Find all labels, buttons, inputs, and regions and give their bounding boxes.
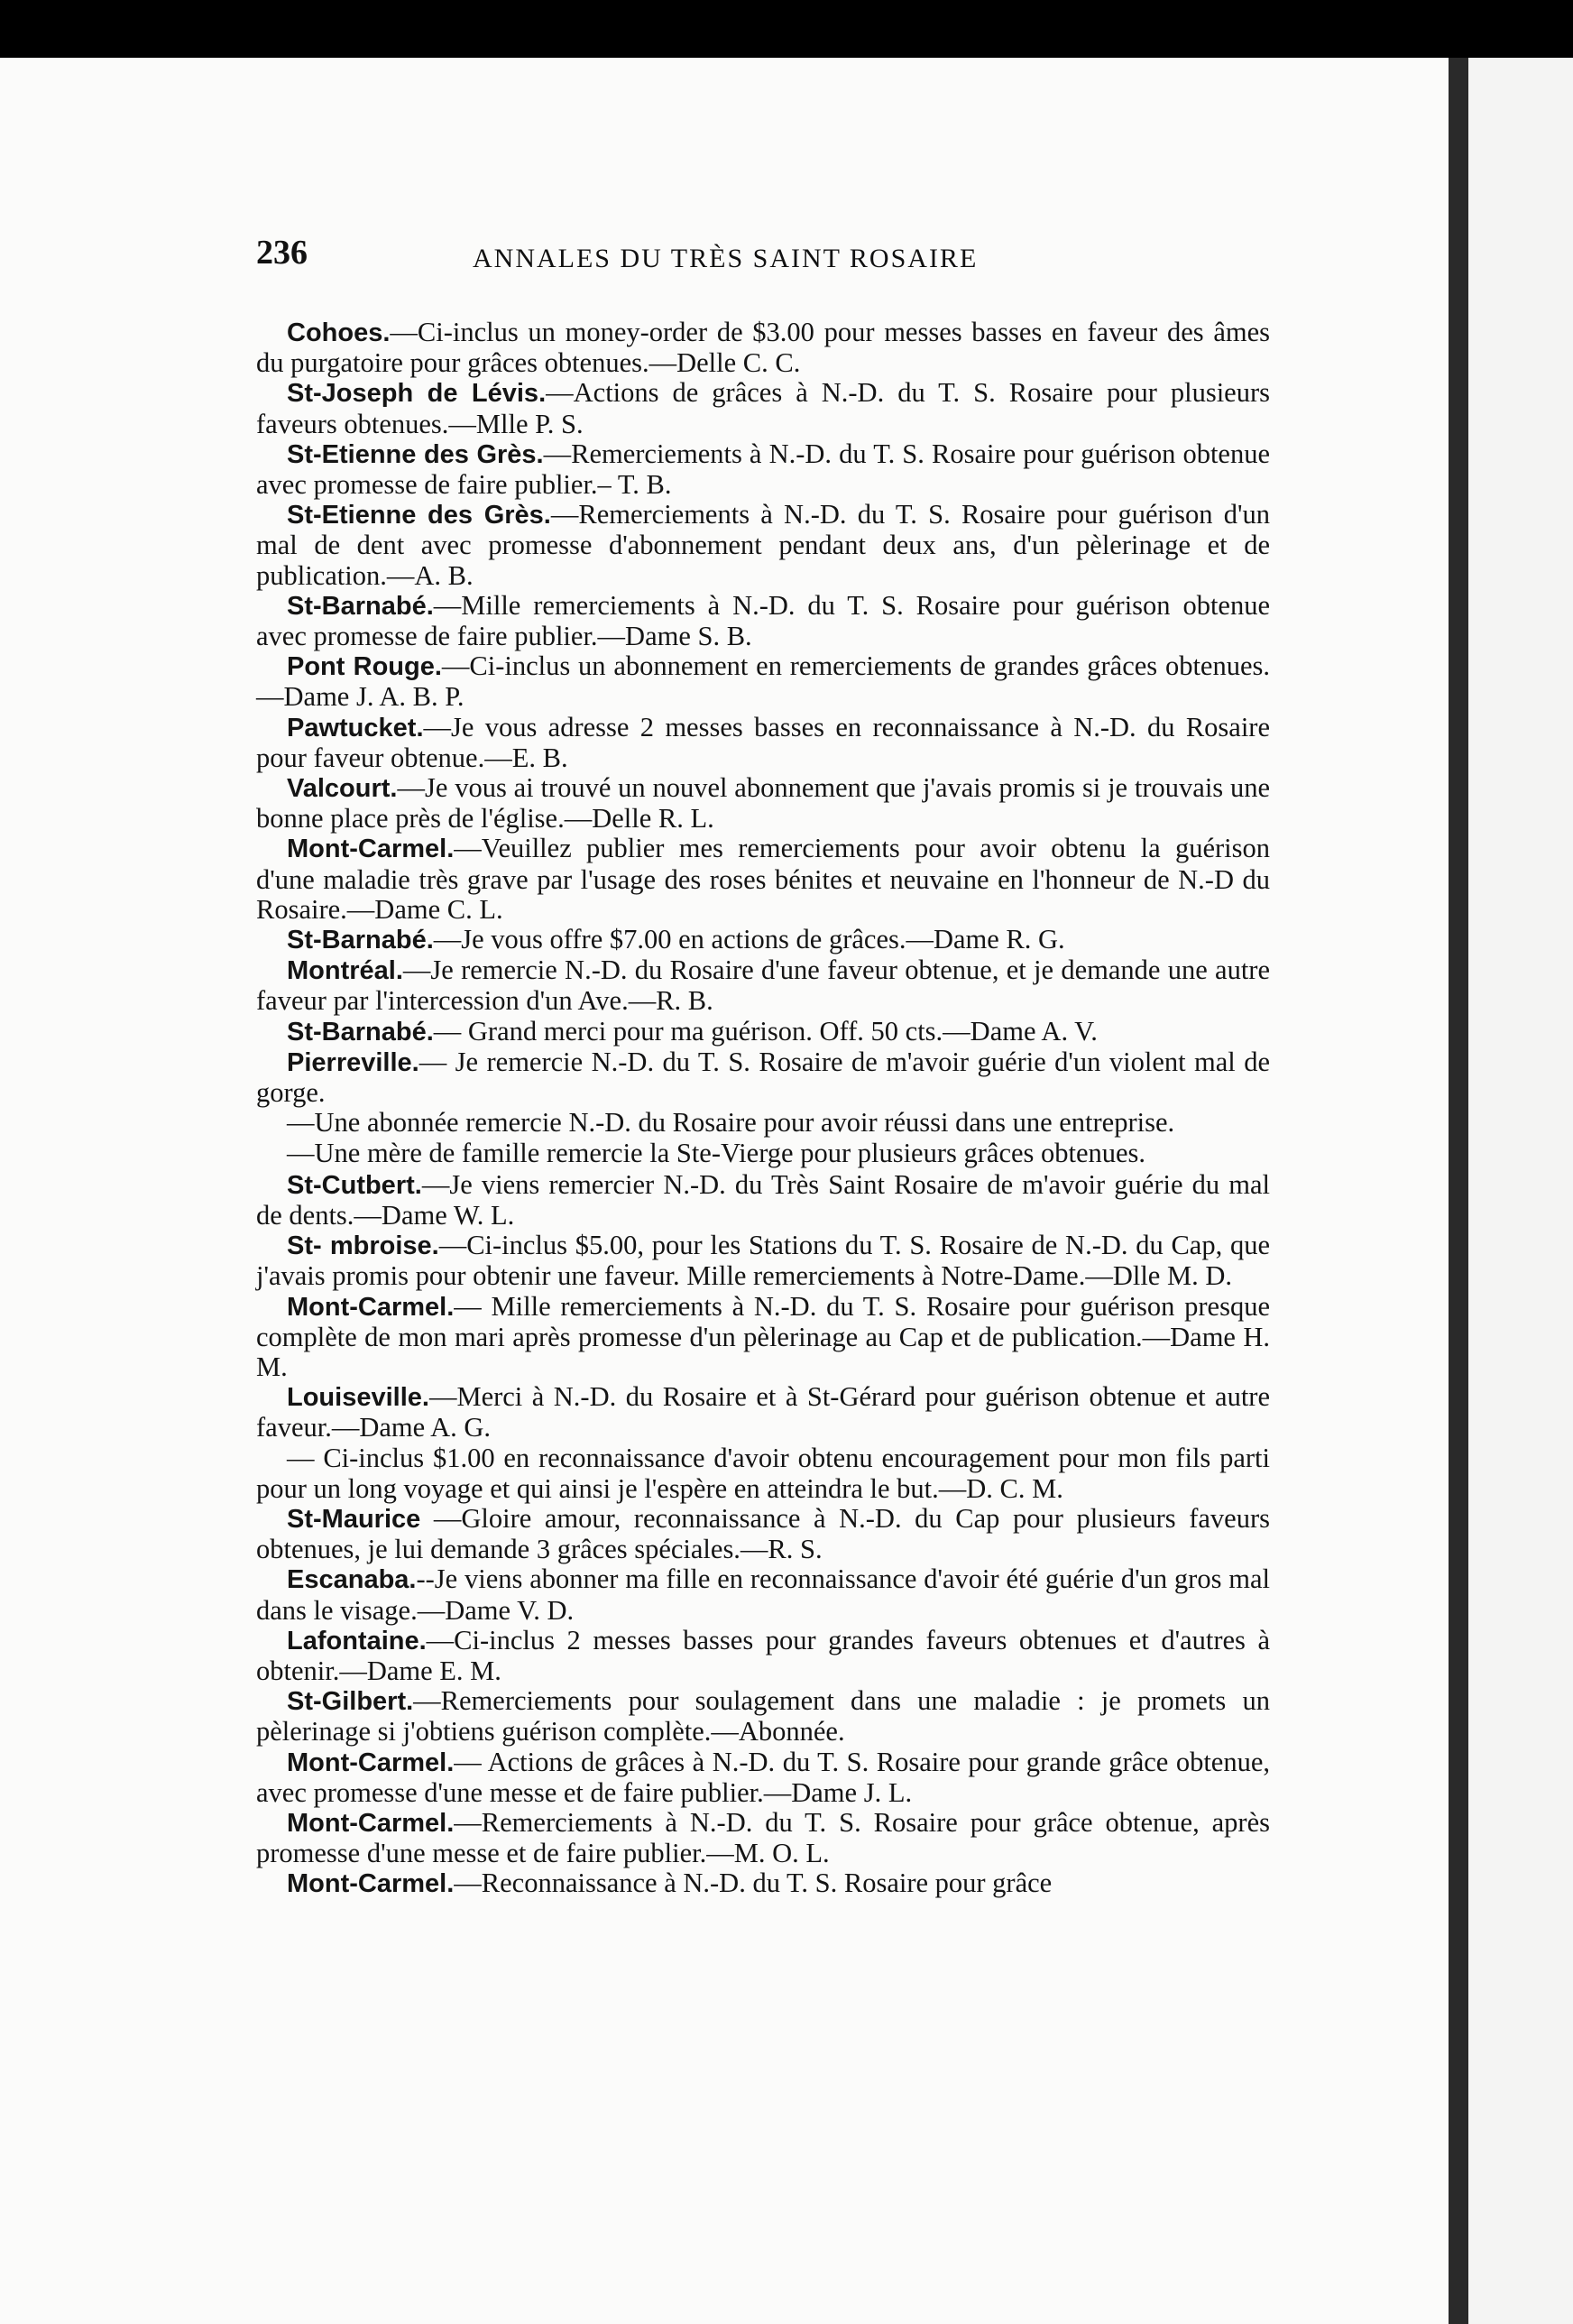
entry-place: Mont-Carmel. xyxy=(287,835,455,864)
entry-text: — Je remercie N.-D. du T. S. Rosaire de m'avoir guérie d'un violent mal de gorge. xyxy=(256,1046,1270,1109)
book-spine xyxy=(1449,58,1468,2324)
page-body xyxy=(256,318,1270,1900)
entry-place: St-Etienne des Grès. xyxy=(287,501,551,530)
entry-place: St-Cutbert. xyxy=(287,1170,422,1200)
entry xyxy=(256,1382,1270,1443)
entry-place: Louiseville. xyxy=(287,1383,429,1413)
entry-text: — Ci-inclus $1.00 en reconnaissance d'avoir obtenu encouragement pour mon fils parti pour un long voyage et qui ainsi je l'espère en atteindra le but.—D. C. M. xyxy=(256,1442,1270,1504)
entry-text: —Gloire amour, reconnaissance à N.-D. du Cap pour plusieurs faveurs obtenues, je lui demande 3 grâces spéciales.—R. S. xyxy=(256,1502,1270,1565)
entry xyxy=(256,1748,1270,1808)
entry-place: Mont-Carmel. xyxy=(287,1869,455,1899)
entry-place: Mont-Carmel. xyxy=(287,1292,455,1322)
entry-place: Cohoes. xyxy=(287,318,391,347)
entry-text: —Veuillez publier mes remerciements pour avoir obtenu la guérison d'une maladie très grave par l'usage des roses bénites et neuvaine en l'honneur de N.-D du Rosaire.—Dame C. L. xyxy=(256,833,1270,925)
entry-text: —Je viens remercier N.-D. du Très Saint Rosaire de m'avoir guérie du mal de dents.—Dame W. L. xyxy=(256,1168,1270,1231)
entry xyxy=(256,1686,1270,1747)
entry xyxy=(256,1017,1270,1047)
entry-text: — Actions de grâces à N.-D. du T. S. Rosaire pour grande grâce obtenue, avec promesse d'une messe et de faire publier.—Dame J. L. xyxy=(256,1746,1270,1808)
entry-place: Mont-Carmel. xyxy=(287,1808,455,1838)
entry-text: —Mille remerciements à N.-D. du T. S. Rosaire pour guérison obtenue avec promesse de faire publier.—Dame S. B. xyxy=(256,589,1270,652)
entry-text: —Ci-inclus 2 messes basses pour grandes faveurs obtenues et d'autres à obtenir.—Dame E. M. xyxy=(256,1624,1270,1686)
entry-place: Escanaba. xyxy=(287,1565,417,1595)
entry xyxy=(256,773,1270,834)
entry-text: —Ci-inclus $5.00, pour les Stations du T. S. Rosaire de N.-D. du Cap, que j'avais promis pour obtenir une faveur. Mille remerciements à Notre-Dame.—Dlle M. D. xyxy=(256,1230,1270,1292)
entry-text: —Je vous offre $7.00 en actions de grâces.—Dame R. G. xyxy=(433,924,1065,955)
entry-place: St-Barnabé. xyxy=(287,591,434,621)
entry-place: Pawtucket. xyxy=(287,713,424,742)
entry xyxy=(256,1626,1270,1686)
entry-text: —Je remercie N.-D. du Rosaire d'une faveur obtenue, et je demande une autre faveur par l'intercession d'un Ave.—R. B. xyxy=(256,954,1270,1017)
entry-place: St- mbroise. xyxy=(287,1231,439,1261)
entry xyxy=(256,1808,1270,1868)
entry-text: --Je viens abonner ma fille en reconnaissance d'avoir été guérie d'un gros mal dans le visage.—Dame V. D. xyxy=(256,1563,1270,1626)
entry-text: —Merci à N.-D. du Rosaire et à St-Gérard pour guérison obtenue et autre faveur.—Dame A. G. xyxy=(256,1381,1270,1443)
entry xyxy=(256,713,1270,773)
entry-place: St-Barnabé. xyxy=(287,926,434,955)
entry-text: — Grand merci pour ma guérison. Off. 50 cts.—Dame A. V. xyxy=(433,1015,1098,1047)
entry-text: —Reconnaissance à N.-D. du T. S. Rosaire pour grâce xyxy=(454,1868,1053,1899)
entry-place: St-Joseph de Lévis. xyxy=(287,379,547,409)
entry xyxy=(256,1564,1270,1625)
entry xyxy=(256,925,1270,955)
entry xyxy=(256,1292,1270,1383)
entry-text: — Mille remerciements à N.-D. du T. S. Rosaire pour guérison presque complète de mon mari après promesse d'un pèlerinage au Cap et de publication.—Dame H. M. xyxy=(256,1290,1270,1382)
adjacent-page-edge xyxy=(1468,58,1573,2324)
entry xyxy=(256,1108,1270,1139)
page-number: 236 xyxy=(256,234,308,272)
entry-text: —Ci-inclus un abonnement en remerciements de grandes grâces obtenues.—Dame J. A. B. P. xyxy=(256,650,1270,713)
entry-place: Lafontaine. xyxy=(287,1626,427,1655)
entry-place: St-Etienne des Grès. xyxy=(287,439,544,469)
entry-text: —Je vous adresse 2 messes basses en reconnaissance à N.-D. du Rosaire pour faveur obtenue.—E. B. xyxy=(256,711,1270,773)
entry-text: —Ci-inclus un money-order de $3.00 pour messes basses en faveur des âmes du purgatoire pour grâces obtenues.—Delle C. C. xyxy=(256,317,1270,379)
page-header xyxy=(256,233,1270,278)
entry-place: Montréal. xyxy=(287,956,403,986)
entry-text: —Je vous ai trouvé un nouvel abonnement que j'avais promis si je trouvais une bonne place près de l'église.—Delle R. L. xyxy=(256,772,1270,835)
entry-place: St-Maurice xyxy=(287,1504,421,1534)
entry xyxy=(256,1139,1270,1169)
entry-text: —Une abonnée remercie N.-D. du Rosaire pour avoir réussi dans une entreprise. xyxy=(287,1107,1175,1139)
entry xyxy=(256,378,1270,438)
entry xyxy=(256,834,1270,925)
entry xyxy=(256,1170,1270,1231)
entry-place: St-Barnabé. xyxy=(287,1017,434,1047)
entry-text: —Actions de grâces à N.-D. du T. S. Rosaire pour plusieurs faveurs obtenues.—Mlle P. S. xyxy=(256,377,1270,439)
entry xyxy=(256,1868,1270,1899)
entry xyxy=(256,500,1270,591)
entry-place: Pierreville. xyxy=(287,1047,419,1077)
entry xyxy=(256,1443,1270,1504)
entry xyxy=(256,318,1270,378)
entry-text: —Remerciements à N.-D. du T. S. Rosaire pour guérison obtenue avec promesse de faire publier.– T. B. xyxy=(256,438,1270,501)
entry xyxy=(256,439,1270,500)
entry-place: St-Gilbert. xyxy=(287,1687,414,1717)
entry-place: Mont-Carmel. xyxy=(287,1748,455,1777)
entry-text: —Une mère de famille remercie la Ste-Vierge pour plusieurs grâces obtenues. xyxy=(287,1138,1146,1169)
entry xyxy=(256,955,1270,1016)
entry xyxy=(256,1047,1270,1108)
entry xyxy=(256,1504,1270,1564)
entry-text: —Remerciements pour soulagement dans une maladie : je promets un pèlerinage si j'obtiens guérison complète.—Abonnée. xyxy=(256,1685,1270,1748)
running-title: ANNALES DU TRÈS SAINT ROSAIRE xyxy=(473,244,979,273)
entry xyxy=(256,1231,1270,1291)
entry-text: —Remerciements à N.-D. du T. S. Rosaire pour guérison d'un mal de dent avec promesse d'abonnement pendant deux ans, d'un pèlerinage et de publication.—A. B. xyxy=(256,499,1270,591)
entry-place: Valcourt. xyxy=(287,774,398,804)
entry-place: Pont Rouge. xyxy=(287,652,442,682)
entry-text: —Remerciements à N.-D. du T. S. Rosaire pour grâce obtenue, après promesse d'une messe et de faire publier.—M. O. L. xyxy=(256,1806,1270,1869)
entry xyxy=(256,651,1270,712)
entry xyxy=(256,591,1270,651)
